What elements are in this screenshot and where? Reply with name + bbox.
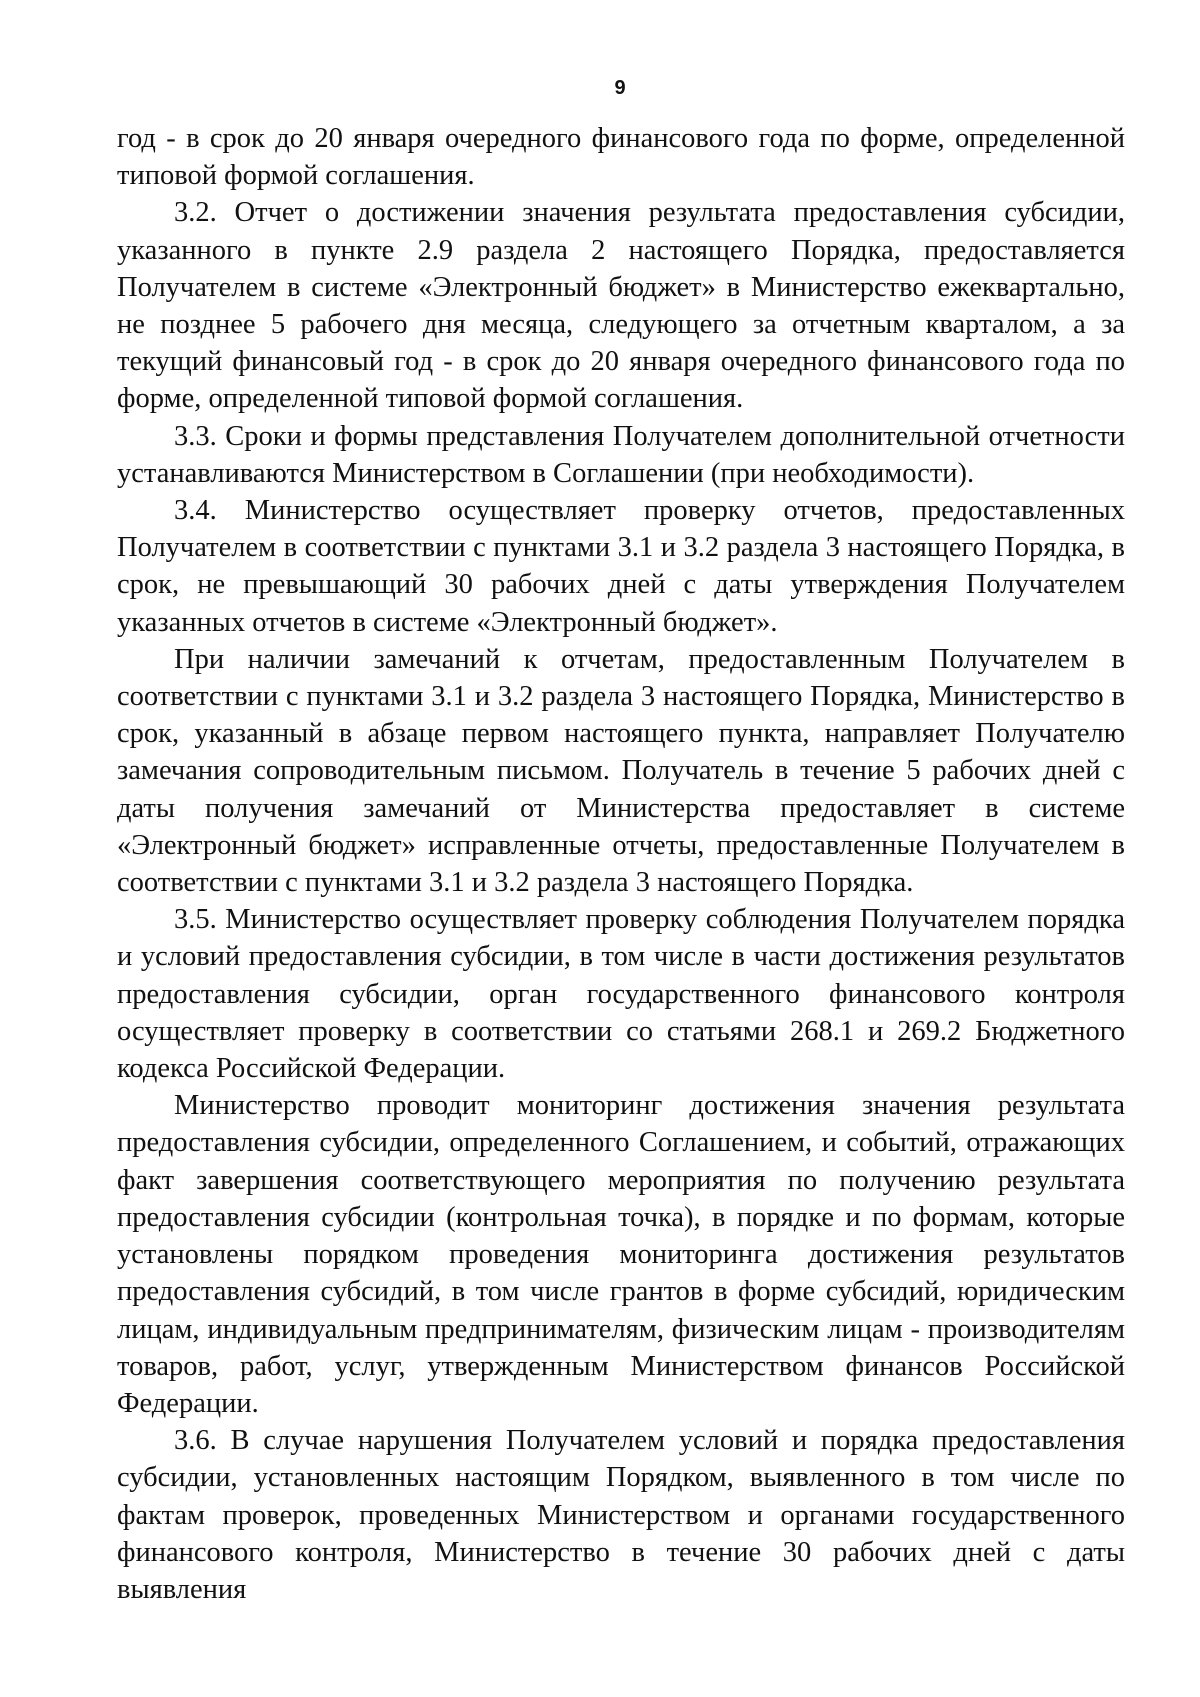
paragraph-3-3: 3.3. Сроки и формы представления Получателем дополнительной отчетности устанавливаются Министерством в Соглашении (при необходимости). — [117, 420, 1125, 489]
paragraph-continuation: год - в срок до 20 января очередного финансового года по форме, определенной типовой формой соглашения. — [117, 123, 1125, 192]
document-body — [117, 120, 1125, 1608]
paragraph-3-2: 3.2. Отчет о достижении значения результата предоставления субсидии, указанного в пункте 2.9 раздела 2 настоящего Порядка, предоставляется Получателем в системе «Электронный бюджет» в Министерство ежеквартально, не позднее 5 рабочего дня месяца, следующего за отчетным кварталом, а за текущий финансовый год - в срок до 20 января очередного финансового года по форме, определенной типовой формой соглашения. — [117, 197, 1125, 415]
paragraph-3-5-monitoring: Министерство проводит мониторинг достижения значения результата предоставления субсидии, определенного Соглашением, и событий, отражающих факт завершения соответствующего мероприятия по получению результата предоставления субсидии (контрольная точка), в порядке и по формам, которые установлены порядком проведения мониторинга достижения результатов предоставления субсидий, в том числе грантов в форме субсидий, юридическим лицам, индивидуальным предпринимателям, физическим лицам - производителям товаров, работ, услуг, утвержденным Министерством финансов Российской Федерации. — [117, 1090, 1125, 1419]
paragraph-3-4-remarks: При наличии замечаний к отчетам, предоставленным Получателем в соответствии с пунктами 3.1 и 3.2 раздела 3 настоящего Порядка, Министерство в срок, указанный в абзаце первом настоящего пункта, направляет Получателю замечания сопроводительным письмом. Получатель в течение 5 рабочих дней с даты получения замечаний от Министерства предоставляет в системе «Электронный бюджет» исправленные отчеты, предоставленные Получателем в соответствии с пунктами 3.1 и 3.2 раздела 3 настоящего Порядка. — [117, 643, 1125, 899]
paragraph-3-4: 3.4. Министерство осуществляет проверку отчетов, предоставленных Получателем в соответствии с пунктами 3.1 и 3.2 раздела 3 настоящего Порядка, в срок, не превышающий 30 рабочих дней с даты утверждения Получателем указанных отчетов в системе «Электронный бюджет». — [117, 495, 1125, 638]
paragraph-3-6: 3.6. В случае нарушения Получателем условий и порядка предоставления субсидии, установленных настоящим Порядком, выявленного в том числе по фактам проверок, проведенных Министерством и органами государственного финансового контроля, Министерство в течение 30 рабочих дней с даты выявления — [117, 1425, 1125, 1605]
page-number: 9 — [614, 77, 626, 99]
paragraph-3-5: 3.5. Министерство осуществляет проверку соблюдения Получателем порядка и условий предоставления субсидии, в том числе в части достижения результатов предоставления субсидии, орган государственного финансового контроля осуществляет проверку в соответствии со статьями 268.1 и 269.2 Бюджетного кодекса Российской Федерации. — [117, 904, 1125, 1085]
